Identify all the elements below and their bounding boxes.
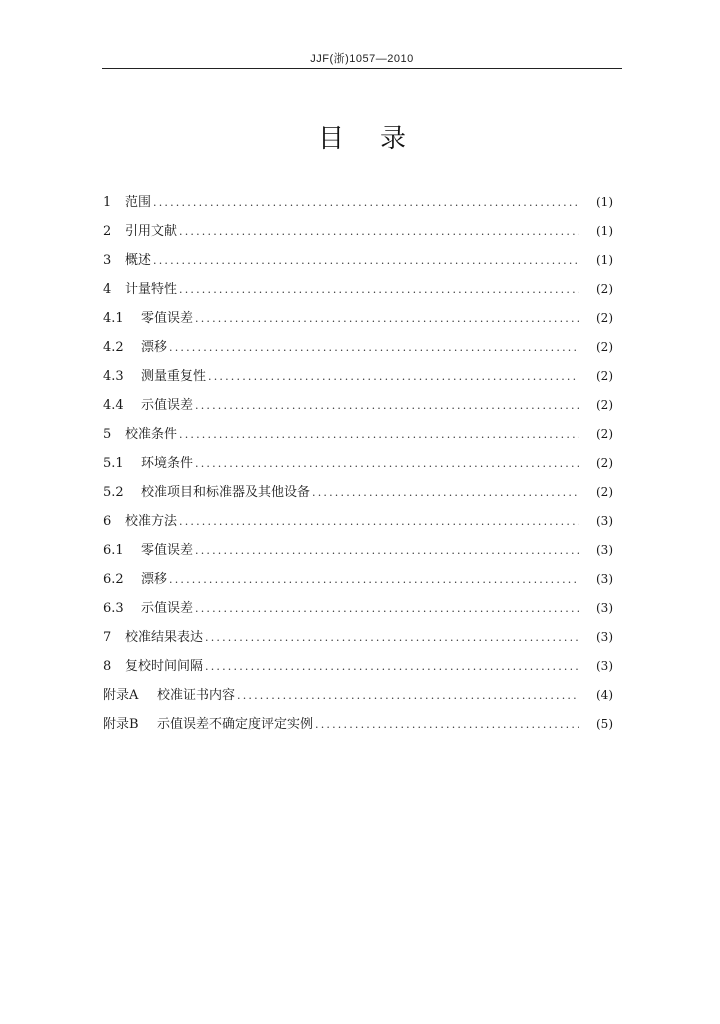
toc-entry[interactable] [103, 449, 613, 478]
toc-entry[interactable] [103, 652, 613, 681]
toc-entry-number: 4.2 [103, 340, 124, 355]
toc-entry-page: (3) [596, 601, 613, 615]
toc-entry-page: (3) [596, 514, 613, 528]
toc-entry-title: 校准证书内容 [157, 688, 236, 703]
toc-entry-page: (2) [596, 427, 613, 441]
toc-leader-dots [195, 594, 579, 623]
toc-entry-title: 校准条件 [125, 427, 178, 442]
toc-entry-page: (3) [596, 572, 613, 586]
toc-leader-dots [195, 449, 579, 478]
toc-entry[interactable] [103, 681, 613, 710]
toc-entry-title: 零值误差 [141, 311, 194, 326]
toc-leader-dots [179, 217, 579, 246]
toc-leader-dots [208, 362, 579, 391]
toc-entry[interactable] [103, 391, 613, 420]
toc-entry-title: 复校时间间隔 [125, 659, 204, 674]
toc-entry-page: (1) [596, 224, 613, 238]
toc-leader-dots [179, 507, 579, 536]
toc-entry-page: (2) [596, 282, 613, 296]
toc-entry-title: 校准方法 [125, 514, 178, 529]
toc-entry-title: 零值误差 [141, 543, 194, 558]
toc-entry[interactable] [103, 362, 613, 391]
toc-entry-number: 4.4 [103, 398, 124, 413]
toc-entry-page: (2) [596, 340, 613, 354]
toc-entry-number: 附录A [103, 688, 139, 703]
toc-entry-number: 附录B [103, 717, 139, 732]
toc-entry-page: (2) [596, 398, 613, 412]
toc-entry-number: 1 [103, 195, 112, 210]
toc-entry[interactable] [103, 565, 613, 594]
toc-leader-dots [169, 333, 579, 362]
toc-entry[interactable] [103, 246, 613, 275]
toc-entry-title: 概述 [125, 253, 152, 268]
toc-leader-dots [195, 304, 579, 333]
toc-entry-number: 5 [103, 427, 112, 442]
header-doc-code: JJF(浙)1057—2010 [310, 53, 414, 65]
toc-entry-page: (3) [596, 659, 613, 673]
toc-entry-page: (3) [596, 630, 613, 644]
toc-entry-page: (5) [596, 717, 613, 731]
toc-entry-page: (4) [596, 688, 613, 702]
toc-entry-title: 示值误差 [141, 601, 194, 616]
toc-leader-dots [153, 246, 579, 275]
toc-leader-dots [179, 420, 579, 449]
toc-entry[interactable] [103, 333, 613, 362]
toc-leader-dots [237, 681, 579, 710]
toc-entry-page: (1) [596, 253, 613, 267]
toc-entry[interactable] [103, 623, 613, 652]
toc-leader-dots [179, 275, 579, 304]
toc-entry-number: 6.3 [103, 601, 124, 616]
toc-entry[interactable] [103, 304, 613, 333]
toc-leader-dots [205, 652, 579, 681]
toc-leader-dots [169, 565, 579, 594]
toc-entry-page: (2) [596, 369, 613, 383]
toc-list [103, 188, 613, 739]
toc-entry[interactable] [103, 710, 613, 739]
toc-entry[interactable] [103, 536, 613, 565]
toc-leader-dots [312, 478, 579, 507]
toc-entry[interactable] [103, 594, 613, 623]
toc-entry-number: 5.2 [103, 485, 124, 500]
toc-leader-dots [205, 623, 579, 652]
toc-entry[interactable] [103, 275, 613, 304]
toc-entry-page: (1) [596, 195, 613, 209]
toc-entry-title: 漂移 [141, 572, 168, 587]
toc-entry-page: (2) [596, 456, 613, 470]
toc-entry[interactable] [103, 420, 613, 449]
toc-entry-title: 引用文献 [125, 224, 178, 239]
toc-entry[interactable] [103, 478, 613, 507]
toc-entry-title: 漂移 [141, 340, 168, 355]
toc-entry-title: 计量特性 [125, 282, 178, 297]
toc-title: 目录 [317, 124, 442, 154]
toc-entry-number: 4 [103, 282, 112, 297]
header-rule [102, 68, 622, 69]
toc-entry-title: 校准结果表达 [125, 630, 204, 645]
toc-entry-number: 4.3 [103, 369, 124, 384]
toc-entry-number: 4.1 [103, 311, 124, 326]
toc-entry-number: 3 [103, 253, 112, 268]
toc-entry-title: 示值误差不确定度评定实例 [157, 717, 314, 732]
toc-entry-title: 测量重复性 [141, 369, 207, 384]
toc-leader-dots [195, 391, 579, 420]
toc-entry-title: 环境条件 [141, 456, 194, 471]
toc-entry-number: 6.2 [103, 572, 124, 587]
toc-entry-number: 6.1 [103, 543, 124, 558]
toc-leader-dots [195, 536, 579, 565]
toc-entry-number: 7 [103, 630, 112, 645]
toc-entry[interactable] [103, 188, 613, 217]
toc-entry[interactable] [103, 217, 613, 246]
toc-entry-page: (2) [596, 311, 613, 325]
toc-entry-number: 5.1 [103, 456, 124, 471]
toc-entry-number: 6 [103, 514, 112, 529]
toc-entry-number: 8 [103, 659, 112, 674]
toc-entry-page: (3) [596, 543, 613, 557]
toc-entry-title: 范围 [125, 195, 152, 210]
toc-entry-number: 2 [103, 224, 112, 239]
toc-entry-title: 示值误差 [141, 398, 194, 413]
toc-entry-title: 校准项目和标准器及其他设备 [141, 485, 311, 500]
toc-entry-page: (2) [596, 485, 613, 499]
toc-entry[interactable] [103, 507, 613, 536]
toc-leader-dots [315, 710, 579, 739]
toc-leader-dots [153, 188, 579, 217]
